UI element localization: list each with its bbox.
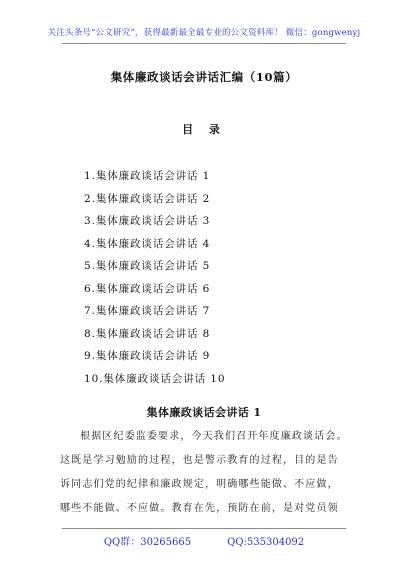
- toc-item: 3.集体廉政谈话会讲话 3: [84, 215, 211, 227]
- footer-qq: QQ:535304092: [227, 537, 305, 548]
- header-divider: [62, 43, 346, 44]
- toc-item: 7.集体廉政谈话会讲话 7: [84, 305, 211, 317]
- section-title: 集体廉政谈话会讲话 1: [146, 406, 262, 419]
- toc-item: 6.集体廉政谈话会讲话 6: [84, 282, 211, 295]
- toc-item: 2.集体廉政谈话会讲话 2: [84, 192, 211, 205]
- footer-qq-group: QQ群：30265665: [103, 537, 192, 548]
- body-line: 诉同志们党的纪律和廉政规定，明确哪些能做、不应做，: [60, 479, 339, 490]
- footer-contact: [0, 533, 408, 548]
- body-paragraph: [60, 430, 358, 526]
- body-line: 哪些不能做、不应做。教育在先，预防在前，是对党员领: [60, 503, 339, 514]
- table-of-contents: [84, 170, 225, 395]
- toc-item: 9.集体廉政谈话会讲话 9: [84, 350, 211, 362]
- toc-item: 10.集体廉政谈话会讲话 10: [84, 372, 226, 385]
- body-line: 根据区纪委监委要求，今天我们召开年度廉政谈话会。: [80, 431, 348, 442]
- header-promo-note: 关注头条号“公文研究”，获得最新最全最专业的公文资料库！ 微信：gongwenyj: [47, 28, 361, 38]
- toc-item: 8.集体廉政谈话会讲话 8: [84, 327, 211, 340]
- body-line: 这既是学习勉励的过程，也是警示教育的过程，目的是告: [60, 455, 339, 466]
- toc-item: 5.集体廉政谈话会讲话 5: [84, 260, 211, 272]
- toc-item: 4.集体廉政谈话会讲话 4: [84, 237, 211, 250]
- toc-item: 1.集体廉政谈话会讲话 1: [84, 170, 211, 182]
- document-title: 集体廉政谈话会讲话汇编（10篇）: [110, 70, 298, 84]
- toc-heading: 目 录: [182, 123, 226, 136]
- footer-divider: [62, 528, 346, 529]
